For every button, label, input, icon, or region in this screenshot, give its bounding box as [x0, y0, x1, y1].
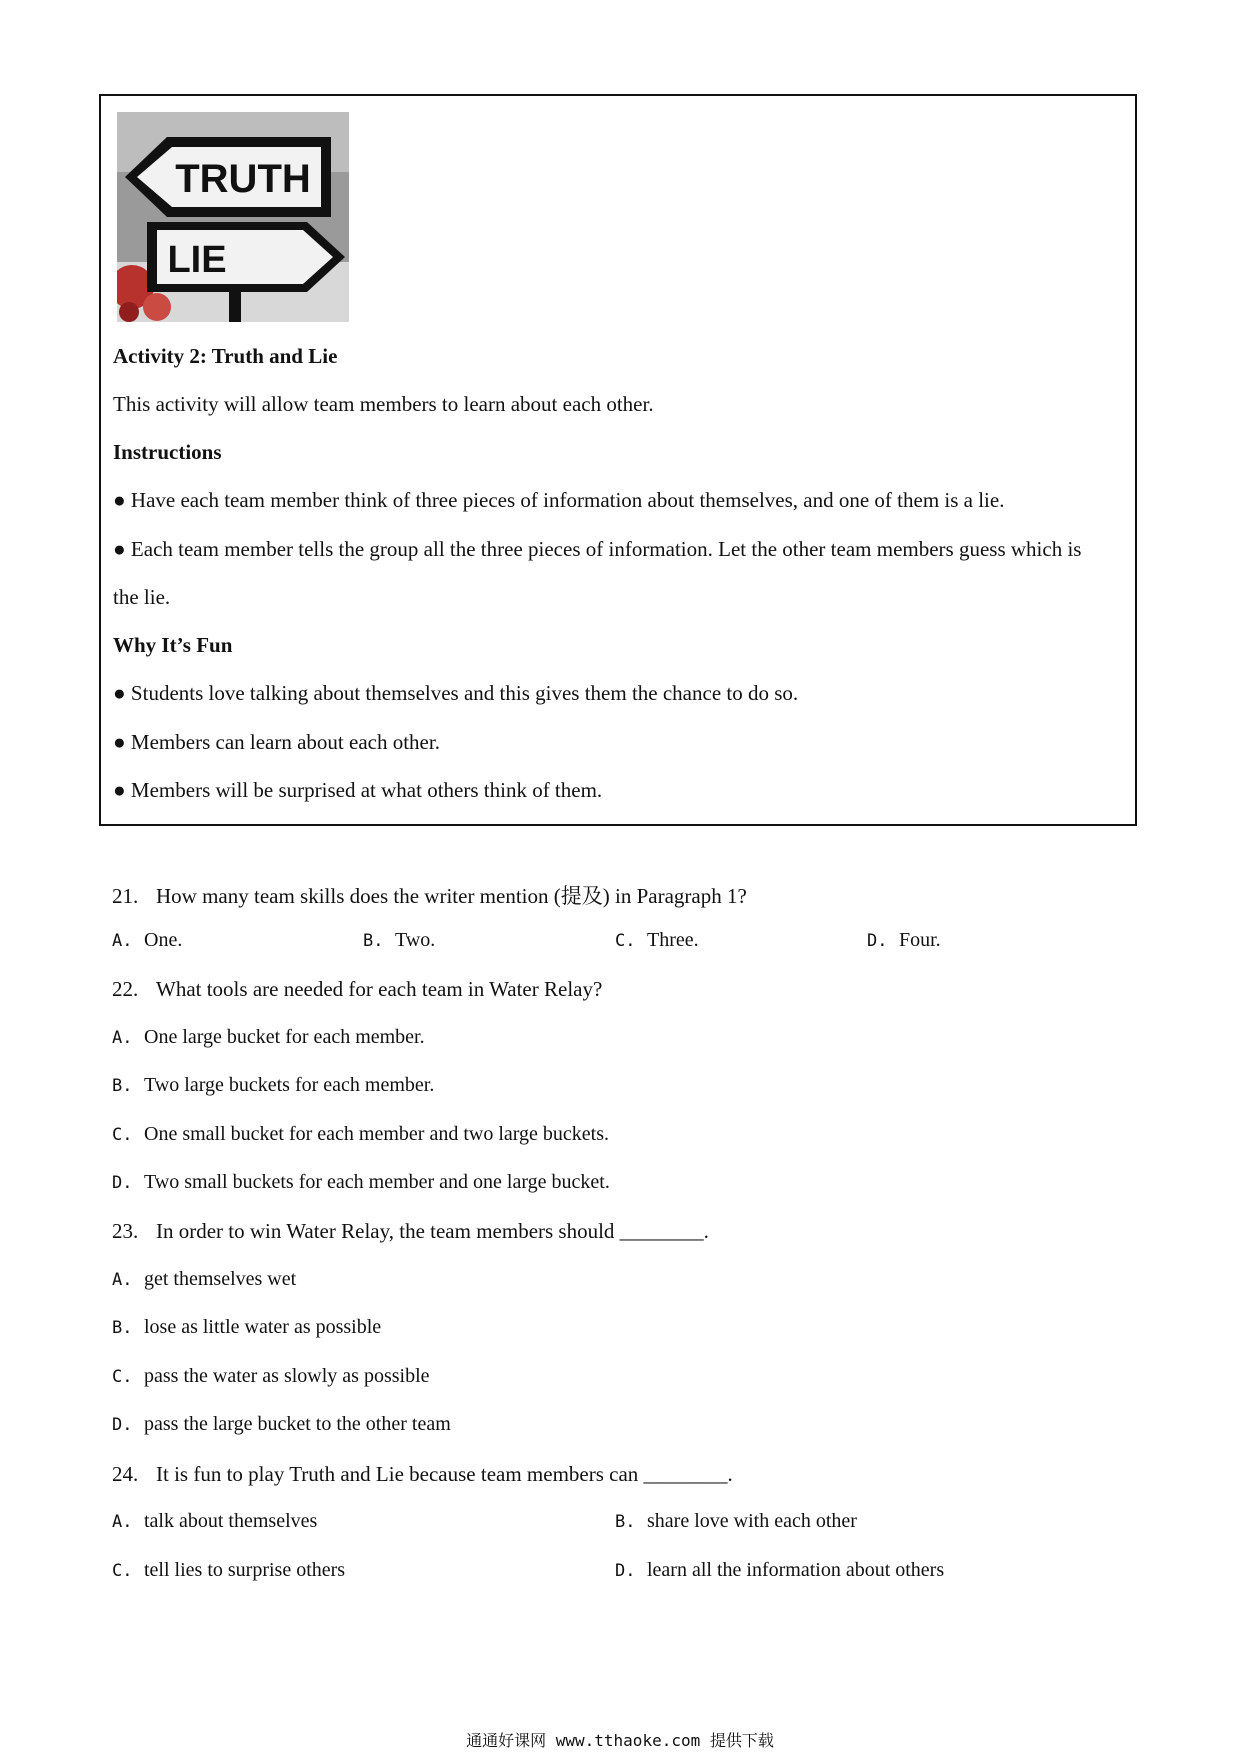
option-text: get themselves wet	[144, 1268, 297, 1290]
option-22-d[interactable]	[112, 1171, 610, 1194]
question-text: How many team skills does the writer mention (提及) in Paragraph 1?	[156, 884, 747, 908]
option-text: Two large buckets for each member.	[144, 1074, 435, 1096]
option-text: tell lies to surprise others	[144, 1559, 346, 1581]
activity-intro: This activity will allow team members to learn about each other.	[113, 392, 654, 416]
question-21	[112, 880, 747, 910]
question-number: 22.	[112, 977, 139, 1001]
fun-item: ● Students love talking about themselves and this gives them the chance to do so.	[113, 681, 799, 705]
activity-title: Activity 2: Truth and Lie	[113, 344, 338, 368]
option-21-c[interactable]	[615, 929, 699, 952]
option-text: One.	[144, 929, 183, 951]
option-letter: A.	[112, 1028, 133, 1048]
option-letter: A.	[112, 931, 133, 951]
option-21-b[interactable]	[363, 929, 435, 952]
option-text: pass the water as slowly as possible	[144, 1365, 430, 1387]
fun-heading: Why It’s Fun	[113, 633, 233, 657]
instruction-item: ● Have each team member think of three pieces of information about themselves, and one of them is a lie.	[113, 488, 1005, 512]
option-22-a[interactable]	[112, 1026, 425, 1049]
option-24-c[interactable]	[112, 1559, 345, 1582]
option-text: Two small buckets for each member and one large bucket.	[144, 1171, 610, 1193]
option-letter: C.	[112, 1367, 133, 1387]
option-24-b[interactable]	[615, 1510, 857, 1533]
option-23-d[interactable]	[112, 1413, 451, 1436]
option-letter: C.	[112, 1125, 133, 1145]
option-letter: B.	[112, 1318, 133, 1338]
option-24-a[interactable]	[112, 1510, 317, 1533]
option-text: share love with each other	[647, 1510, 857, 1532]
truth-lie-sign-image	[117, 112, 349, 322]
question-24	[112, 1462, 733, 1487]
option-text: Four.	[899, 929, 941, 951]
fun-item: ● Members can learn about each other.	[113, 730, 440, 754]
question-text: What tools are needed for each team in Water Relay?	[156, 977, 603, 1001]
option-letter: A.	[112, 1270, 133, 1290]
sign-truth-text: TRUTH	[175, 157, 311, 201]
option-letter: B.	[615, 1512, 636, 1532]
option-21-d[interactable]	[867, 929, 941, 952]
page-footer: 通通好课网 www.tthaoke.com 提供下载	[466, 1731, 774, 1750]
question-23	[112, 1219, 709, 1244]
instruction-item: ● Each team member tells the group all the three pieces of information. Let the other team members guess which is	[113, 537, 1082, 561]
option-text: talk about themselves	[144, 1510, 318, 1532]
option-24-d[interactable]	[615, 1559, 944, 1582]
question-text: It is fun to play Truth and Lie because team members can ________.	[156, 1462, 733, 1486]
option-23-b[interactable]	[112, 1316, 381, 1339]
option-letter: D.	[112, 1173, 133, 1193]
option-text: learn all the information about others	[647, 1559, 945, 1581]
question-number: 21.	[112, 884, 139, 908]
option-text: pass the large bucket to the other team	[144, 1413, 451, 1435]
instructions-heading: Instructions	[113, 440, 222, 464]
activity-box	[99, 94, 1137, 826]
option-text: One small bucket for each member and two large buckets.	[144, 1123, 610, 1145]
option-22-b[interactable]	[112, 1074, 434, 1097]
option-letter: B.	[112, 1076, 133, 1096]
option-letter: B.	[363, 931, 384, 951]
sign-lie-text: LIE	[167, 239, 227, 281]
option-letter: A.	[112, 1512, 133, 1532]
option-letter: C.	[112, 1561, 133, 1581]
question-number: 23.	[112, 1219, 139, 1243]
option-text: lose as little water as possible	[144, 1316, 382, 1338]
option-text: Three.	[647, 929, 699, 951]
option-text: Two.	[395, 929, 436, 951]
option-letter: D.	[867, 931, 888, 951]
option-letter: D.	[615, 1561, 636, 1581]
question-number: 24.	[112, 1462, 139, 1486]
instruction-item-continued: the lie.	[113, 585, 171, 609]
option-21-a[interactable]	[112, 929, 182, 952]
question-text: In order to win Water Relay, the team members should ________.	[156, 1219, 709, 1243]
option-letter: D.	[112, 1415, 133, 1435]
option-22-c[interactable]	[112, 1123, 609, 1146]
option-text: One large bucket for each member.	[144, 1026, 425, 1048]
option-23-c[interactable]	[112, 1365, 430, 1388]
option-23-a[interactable]	[112, 1268, 296, 1291]
option-letter: C.	[615, 931, 636, 951]
fun-item: ● Members will be surprised at what others think of them.	[113, 778, 603, 802]
question-22	[112, 977, 602, 1002]
